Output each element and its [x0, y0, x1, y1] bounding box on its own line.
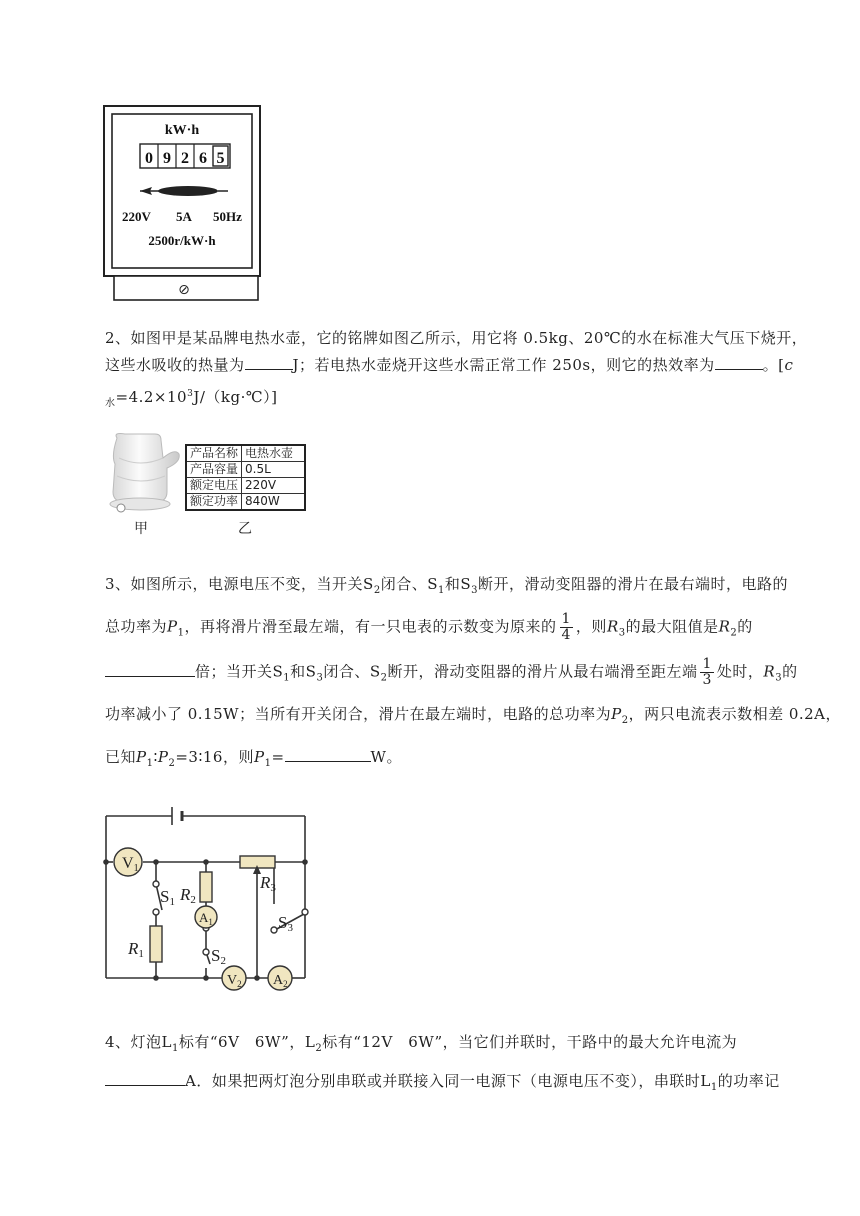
- r2-label: R: [180, 885, 191, 904]
- meter-digit: 9: [163, 150, 171, 167]
- meter-knob-icon: ⊘: [178, 282, 190, 298]
- v2-label: V: [227, 973, 238, 988]
- nameplate-value: 840W: [242, 494, 306, 511]
- meter-spec-current: 5A: [176, 209, 192, 224]
- svg-text:R2: R2: [180, 885, 196, 906]
- meter-unit-label: kW·h: [164, 123, 200, 138]
- question-4-line-2: A．如果把两灯泡分别串联或并联接入同一电源下（电源电压不变），串联时$L_1$的功率记: [105, 1069, 780, 1100]
- meter-digit: 6: [199, 150, 207, 167]
- nameplate-key: 额定功率: [186, 494, 242, 511]
- fraction-one-third: $\frac{1}{3}$: [702, 656, 712, 688]
- nameplate-key: 额定电压: [186, 478, 242, 494]
- answer-blank[interactable]: [105, 1069, 185, 1086]
- nameplate-value: 220V: [242, 478, 306, 494]
- question-3-line-3: 倍；当开关$S_1$和$S_3$闭合、$S_2$断开，滑动变阻器的滑片从最右端滑至距左端 $\frac{1}{3}$ 处时，$R_3$的: [105, 657, 798, 691]
- figure-caption-yi: 乙: [238, 521, 252, 537]
- svg-text:V2: $V_2$: [227, 973, 242, 989]
- s3-label: S: [278, 913, 288, 932]
- answer-blank[interactable]: [285, 745, 371, 762]
- question-4-line-1: 4、灯泡$L_1$标有“6V 6W”，$L_2$标有“12V 6W”，当它们并联时，干路中的最大允许电流为: [105, 1033, 738, 1054]
- table-row: [186, 445, 305, 462]
- question-3-line-2: 总功率为$P_1$，再将滑片滑至最左端，有一只电表的示数变为原来的 $\frac{1}{4}$ ，则$R_3$的最大阻值是$R_2$的: [105, 611, 753, 643]
- svg-text:S1: S1: [160, 887, 175, 908]
- resistor-r1: [150, 926, 162, 962]
- meter-spec-voltage: 220V: [122, 209, 151, 224]
- electricity-meter-figure: [100, 104, 265, 304]
- table-row: [186, 494, 305, 511]
- question-3-line-5: 已知$P_1∶P_2=3∶16$，则$P_1= W$。: [105, 745, 402, 776]
- s1-label: S: [160, 887, 170, 906]
- question-3-line-4: 功率减小了 0.15W；当所有开关闭合，滑片在最左端时，电路的总功率为$P_2$，两只电流表示数相差 0.2A，: [105, 705, 842, 726]
- svg-text:A1: $A_1$: [199, 910, 213, 927]
- svg-text:R1: R1: [128, 939, 144, 960]
- resistor-r2: [200, 872, 212, 902]
- a1-label: A: [199, 910, 209, 925]
- answer-blank[interactable]: [105, 660, 195, 677]
- nameplate-value: 电热水壶: [242, 445, 306, 462]
- nameplate-key: 产品名称: [186, 445, 242, 462]
- meter-spec-constant: 2500r/kW·h: [148, 233, 216, 248]
- s2-label: S: [211, 946, 221, 965]
- svg-text:V1: V1: [122, 855, 139, 874]
- question-3-line-1: 3、如图所示，电源电压不变，当开关$S_2$闭合、$S_1$和$S_3$断开，滑动变阻器的滑片在最右端时，电路的: [105, 575, 789, 596]
- meter-digit: 2: [181, 150, 189, 167]
- nameplate-key: 产品容量: [186, 462, 242, 478]
- question-2-line-1: 2、如图甲是某品牌电热水壶，它的铭牌如图乙所示，用它将 0.5kg、20℃的水在标准大气压下烧开，: [105, 329, 808, 347]
- answer-blank[interactable]: [715, 353, 763, 370]
- svg-text:R3: R3: [260, 873, 276, 894]
- nameplate-value: 0.5L: [242, 462, 306, 478]
- r1-label: R: [128, 939, 139, 958]
- figure-caption-jia: 甲: [134, 521, 148, 537]
- v1-label: V: [122, 855, 134, 872]
- a2-label: A: [273, 973, 284, 988]
- kettle-nameplate-table: [185, 444, 306, 511]
- table-row: [186, 478, 305, 494]
- meter-spec-frequency: 50Hz: [213, 209, 242, 224]
- svg-text:A2: $A_2$: [273, 973, 288, 989]
- svg-text:S2: S2: [211, 946, 226, 967]
- fraction-one-quarter: $\frac{1}{4}$: [561, 611, 571, 643]
- circuit-diagram: [100, 804, 315, 996]
- question-2-line-2: 这些水吸收的热量为 J；若电热水壶烧开这些水需正常工作 250s，则它的热效率为 。[c: [105, 353, 793, 378]
- r3-label: R: [260, 873, 271, 892]
- electric-kettle-image: [103, 428, 183, 518]
- meter-digit: 0: [145, 150, 153, 167]
- answer-blank[interactable]: [245, 353, 293, 370]
- question-2-line-3: $_水=4.2\times 10^3J/(kg\cdot℃)$]: [105, 388, 278, 409]
- meter-digit: 5: [216, 150, 225, 167]
- svg-text:S3: S3: [278, 913, 293, 934]
- table-row: [186, 462, 305, 478]
